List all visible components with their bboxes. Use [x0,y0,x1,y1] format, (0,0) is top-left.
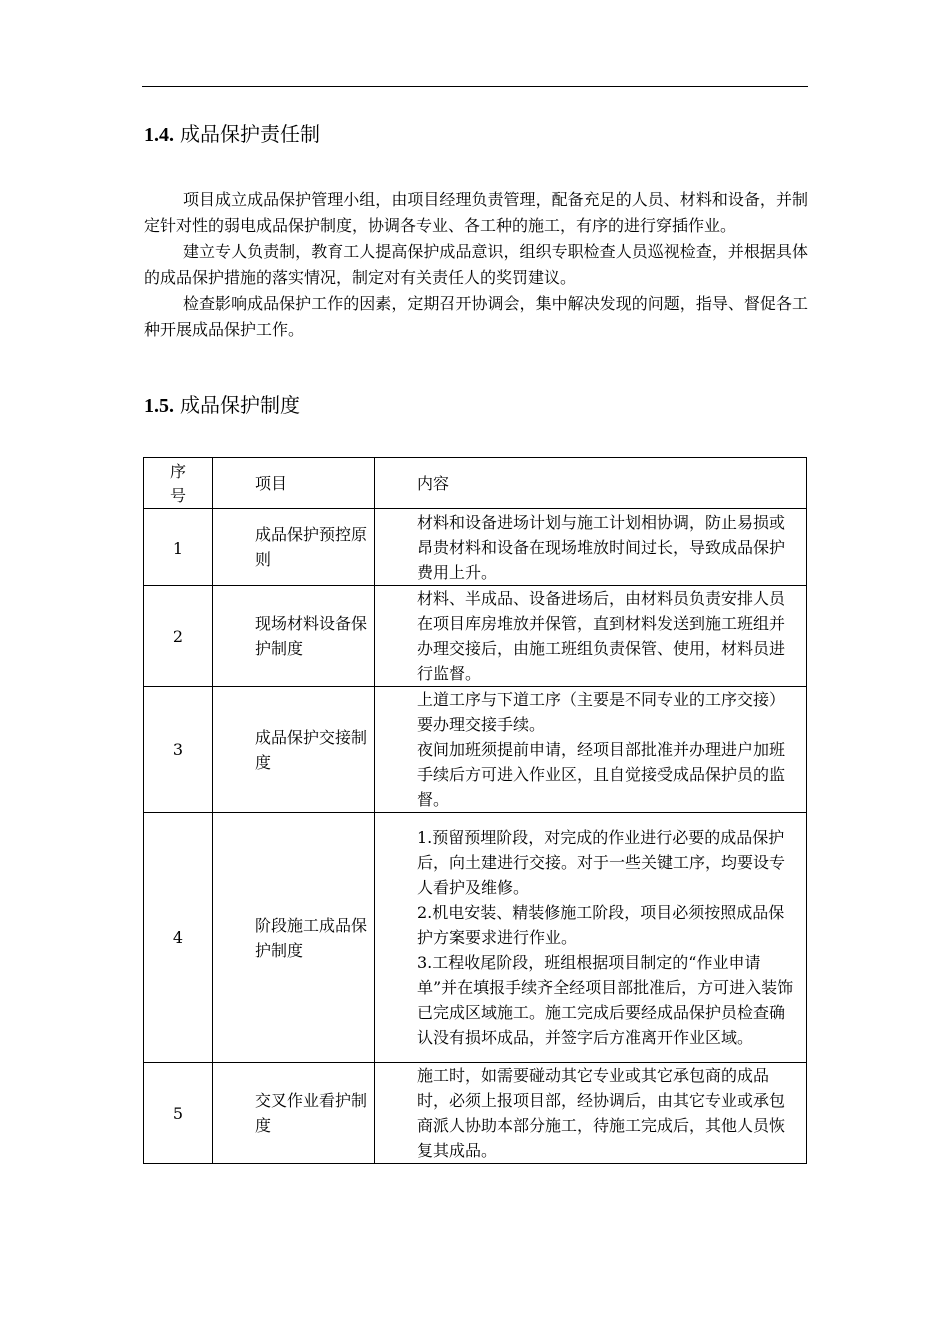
section-1-4-body [144,187,808,343]
header-content: 内容 [375,458,807,509]
section-1-5-number: 1.5. [144,395,174,417]
paragraph: 检查影响成品保护工作的因素，定期召开协调会，集中解决发现的问题，指导、督促各工种开展成品保护工作。 [144,294,808,339]
header-seq: 序号 [144,458,213,509]
section-1-4-title: 成品保护责任制 [180,122,320,146]
row-seq: 2 [144,586,213,687]
protection-system-table [143,457,807,1164]
row-content: 材料和设备进场计划与施工计划相协调，防止易损或昂贵材料和设备在现场堆放时间过长，导致成品保护费用上升。 [375,509,807,586]
paragraph: 建立专人负责制，教育工人提高保护成品意识，组织专职检查人员巡视检查，并根据具体的成品保护措施的落实情况，制定对有关责任人的奖罚建议。 [144,242,808,287]
row-item: 成品保护交接制度 [213,687,375,813]
row-item: 现场材料设备保护制度 [213,586,375,687]
section-1-4-number: 1.4. [144,124,174,146]
row-item: 交叉作业看护制度 [213,1063,375,1164]
row-seq: 1 [144,509,213,586]
section-1-5-title: 成品保护制度 [180,393,300,417]
table-row [144,1063,807,1164]
header-rule [142,86,808,87]
table-row [144,687,807,813]
table-row [144,509,807,586]
header-item: 项目 [213,458,375,509]
section-1-4-heading [144,121,320,148]
row-seq: 4 [144,813,213,1063]
row-item: 阶段施工成品保护制度 [213,813,375,1063]
section-1-5-heading [144,392,300,419]
table-row [144,586,807,687]
row-content: 1.预留预埋阶段，对完成的作业进行必要的成品保护后，向土建进行交接。对于一些关键工序，均要设专人看护及维修。 2.机电安装、精装修施工阶段，项目必须按照成品保护方案要求进行作业。 3.工程收尾阶段，班组根据项目制定的“作业申请单”并在填报手续齐全经项目部批准后，方可进入装饰已完成区域施工。施工完成后要经成品保护员检查确认没有损坏成品，并签字后方准离开作业区域。 [375,813,807,1063]
row-seq: 3 [144,687,213,813]
row-seq: 5 [144,1063,213,1164]
row-content: 材料、半成品、设备进场后，由材料员负责安排人员在项目库房堆放并保管，直到材料发送到施工班组并办理交接后，由施工班组负责保管、使用，材料员进行监督。 [375,586,807,687]
table-header-row [144,458,807,509]
row-item: 成品保护预控原则 [213,509,375,586]
table-row [144,813,807,1063]
row-content: 上道工序与下道工序（主要是不同专业的工序交接）要办理交接手续。 夜间加班须提前申请，经项目部批准并办理进户加班手续后方可进入作业区，且自觉接受成品保护员的监督。 [375,687,807,813]
paragraph: 项目成立成品保护管理小组，由项目经理负责管理，配备充足的人员、材料和设备，并制定针对性的弱电成品保护制度，协调各专业、各工种的施工，有序的进行穿插作业。 [144,190,808,235]
row-content: 施工时，如需要碰动其它专业或其它承包商的成品时，必须上报项目部，经协调后，由其它专业或承包商派人协助本部分施工，待施工完成后，其他人员恢复其成品。 [375,1063,807,1164]
